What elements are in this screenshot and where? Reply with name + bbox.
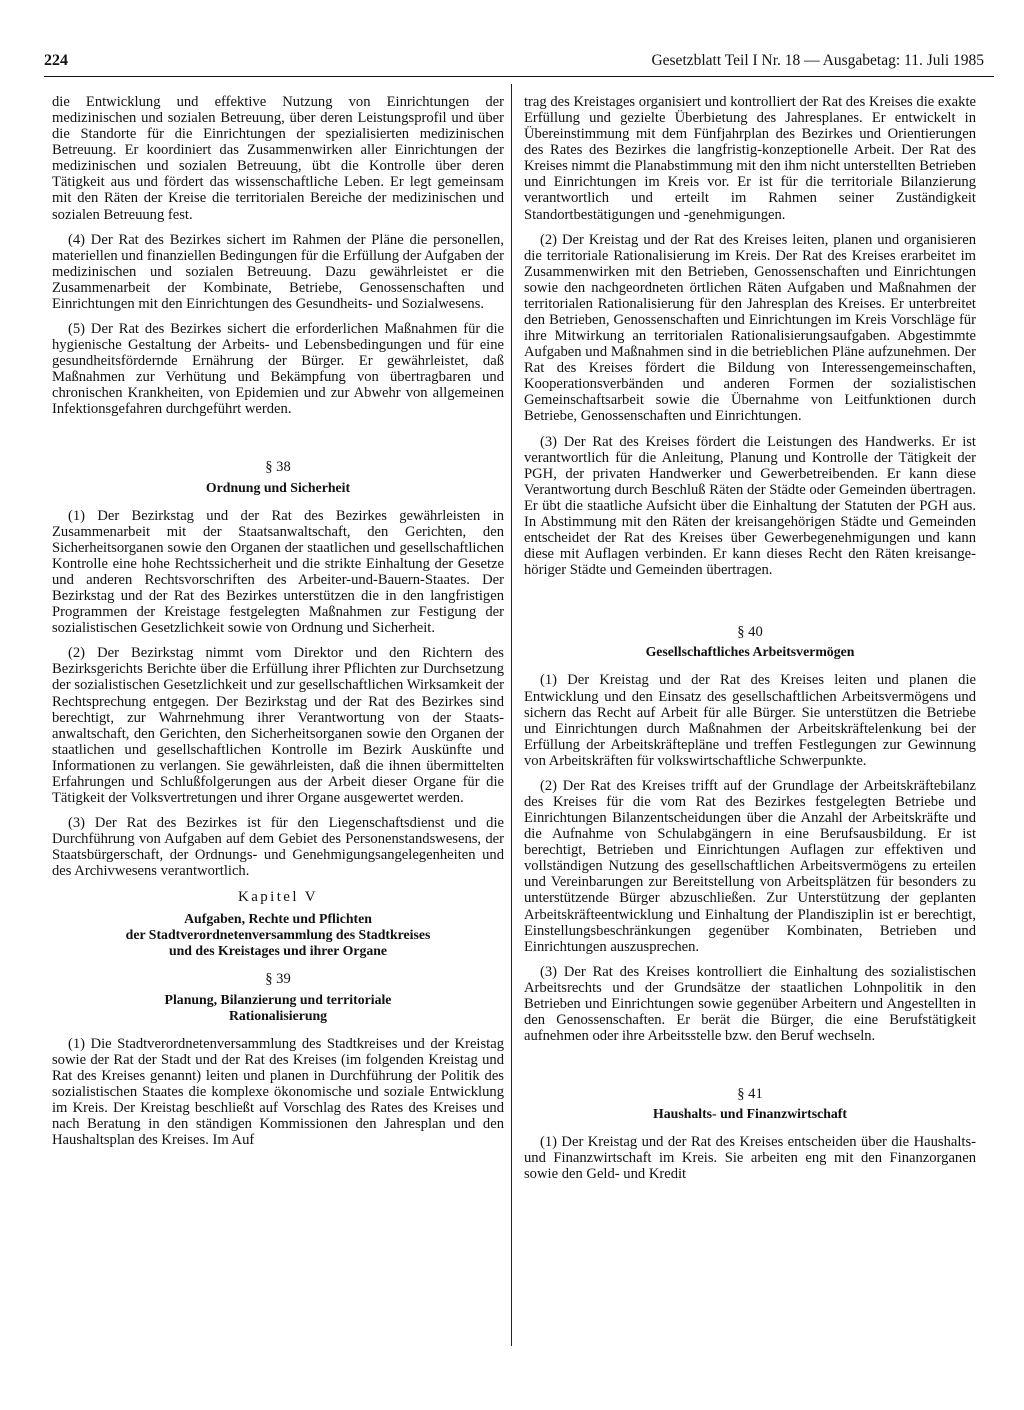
section-number: § 38 — [265, 459, 291, 476]
paragraph: die Entwicklung und effektive Nutzung von Einrichtungen der medizinischen und sozialen Betreuung, über deren Leistungsprofil und über die Standorte für die Einrichtungen der spezialisierten medizinischen Betreuung. Er koordiniert das Zusammenwirken aller Einrichtungen der medizinischen und sozialen Betreuung, übt die Kontrolle über deren Tätigkeit aus und fördert das wissenschaftliche Leben. Er legt gemeinsam mit den Räten der Kreise die territorialen Bereiche der medizinischen und sozialen Betreuung fest. — [52, 94, 504, 223]
section-title: Ordnung und Sicherheit — [205, 479, 351, 495]
paragraph: (1) Der Bezirkstag und der Rat des Bezirkes gewährleisten in Zusammenarbeit mit der Staatsanwaltschaft, den Gerichten, den Sicherheitsorganen sowie den Organen der staatlichen und gesellschaftlichen Kontrolle eine hohe Rechtssicherheit und die strikte Einhaltung der Gesetze und anderen Rechtsvorschriften des Arbeiter-und-Bauern-Staates. Der Bezirkstag und der Rat des Bezirkes unterstützen die in den langfristigen Programmen der Kreistage festgelegten Maßnahmen zur Festigung der sozialistischen Gesetzlichkeit sowie von Ordnung und Sicherheit. — [52, 507, 504, 637]
section-title — [52, 992, 504, 1024]
paragraph: (5) Der Rat des Bezirkes sichert die erforderlichen Maßnahmen für die hygienische Gestaltung der Arbeits- und Lebensbedingungen und für eine gesundheitsfördernde Ernährung der Bürger. Er gewährleistet, daß Maßnahmen zur Verhütung und Bekämpfung von übertragbaren und chronischen Krankheiten, von Epidemien und zur Abwehr von allgemeinen Infektionsgefahren durchgeführt werden. — [52, 321, 504, 418]
paragraph: (2) Der Bezirkstag nimmt vom Direktor und den Richtern des Bezirksgerichts Berichte über die Erfüllung ihrer Pflichten zur Durchsetzung der sozialistischen Gesetzlichkeit und zur gesellschaftlichen Wirksamkeit der Rechtsprechung entgegen. Der Bezirkstag und der Rat des Bezirkes sind berechtigt, zur Wahrnehmung ihrer Verantwortung von der Staatsanwaltschaft, den Gerichten, den Sicherheitsorganen sowie den Organen der staatlichen und gesellschaftlichen Kontrolle im Bezirk Auskünfte und Informationen zu verlangen. Sie gewährleisten, daß die ihnen übermittelten Erfahrungen und Schlußfolgerungen aus der Arbeit dieser Organe für die Tätigkeit der Volksvertretungen und ihrer Organe ausgewertet werden. — [52, 645, 504, 806]
right-column — [524, 94, 976, 1192]
chapter-title-line: der Stadtverordnetenversammlung des Stadtkreises — [125, 927, 431, 943]
page-number: 224 — [44, 52, 68, 69]
section-number: § 41 — [737, 1086, 763, 1103]
left-column — [52, 94, 504, 1157]
paragraph: (1) Der Kreistag und der Rat des Kreises leiten und planen die Entwicklung und den Einsatz des gesellschaftlichen Arbeitsvermögens und sichern das Recht auf Arbeit für alle Bürger. Sie unterstützen die Betriebe und Einrichtungen durch Maßnahmen der Arbeitskräftelenkung bei der Erfüllung der Arbeitskräftepläne und treffen Festlegungen zur Gewinnung von Arbeitskräften für volkswirtschaftliche Schwerpunkte. — [524, 672, 976, 769]
section-title-line: Rationalisierung — [228, 1007, 328, 1023]
chapter-label: Kapitel V — [237, 889, 319, 906]
chapter-title — [52, 911, 504, 959]
paragraph: (1) Der Kreistag und der Rat des Kreises entscheiden über die Haushalts- und Finanzwirtschaft im Kreis. Sie arbeiten eng mit den Finanzorganen sowie den Geld- und Kredit — [524, 1134, 976, 1183]
section-number: § 39 — [265, 971, 291, 988]
paragraph: (2) Der Rat des Kreises trifft auf der Grundlage der Arbeitskräftebilanz des Kreises für die vom Rat des Bezirkes festgelegten Betriebe und Einrichtungen Bilanzentscheidungen über die Anzahl der Arbeitskräfte und die Aufnahme von Schulabgängern in eine Berufsausbildung. Er ist berechtigt, Betrieben und Einrichtungen Auflagen zur effektiven und vollständigen Nutzung des gesellschaftlichen Arbeitsvermögens zu erteilen und Vereinbarungen zur Bereitstellung von Arbeitsplätzen für besonders zu unterstützende Bürger abzuschließen. Zur Unterstützung der geplanten Arbeitskräfteentwicklung und Einhaltung der Plandisziplin ist er berechtigt, Einstellungsbeschränkungen gegenüber Kombinaten, Betrieben und Einrichtungen auszusprechen. — [524, 777, 976, 955]
running-title: Gesetzblatt Teil I Nr. 18 — Ausgabetag: 11. Juli 1985 — [651, 52, 984, 69]
section-title: Gesellschaftliches Arbeitsvermögen — [645, 644, 855, 660]
section-number: § 40 — [737, 624, 763, 641]
chapter-title-line: und des Kreistages und ihrer Organe — [168, 943, 388, 959]
section-title-line: Planung, Bilanzierung und territoriale — [164, 991, 392, 1007]
paragraph: (1) Die Stadtverordnetenversammlung des Stadtkreises und der Kreistag sowie der Rat der Stadt und der Rat des Kreises (im folgenden Kreistag und Rat des Kreises genannt) leiten und planen in Durchführung der Politik des sozialistischen Staates die komplexe ökonomische und soziale Entwicklung im Kreis. Der Kreistag beschließt auf Vorschlag des Rates des Kreises und nach Beratung in den ständigen Kommissionen den Jahresplan und den Haushaltsplan des Kreises. Im Auf — [52, 1035, 504, 1149]
paragraph: (3) Der Rat des Bezirkes ist für den Liegenschaftsdienst und die Durchführung von Aufgaben auf dem Gebiet des Personenstandswesens, der Staatsbürgerschaft, der Ordnungs- und Genehmigungsangelegenheiten und des Archivwesens verantwortlich. — [52, 815, 504, 880]
paragraph: (3) Der Rat des Kreises kontrolliert die Einhaltung des sozialistischen Arbeitsrechts und der Grundsätze der staatlichen Lohnpolitik in den Betrieben und Einrichtungen sowie gegenüber Arbeitern und Angestellten in den Genossenschaften. Er berät die Bürger, die eine Berufstätigkeit aufnehmen oder ihre Arbeitsstelle bzw. den Beruf wechseln. — [524, 963, 976, 1045]
paragraph: (3) Der Rat des Kreises fördert die Leistungen des Handwerks. Er ist verantwortlich für die Anleitung, Planung und Kontrolle der Tätigkeit der PGH, der privaten Handwerker und Gewerbetreibenden. Er kann diese Verantwortung durch Beschluß Räten der Städte oder Gemeinden übertragen. Er übt die staatliche Aufsicht über die Einhaltung der Statuten der PGH aus. In Abstimmung mit den Räten der kreisangehörigen Städte und Gemeinden entscheidet der Rat des Kreises über Gewerbegenehmigungen und kann diese mit Auflagen verbinden. Er kann dieses Recht den Räten kreisangehöriger Städte und Gemeinden übertragen. — [524, 433, 976, 579]
column-divider — [511, 84, 512, 1346]
chapter-title-line: Aufgaben, Rechte und Pflichten — [184, 911, 372, 927]
paragraph: trag des Kreistages organisiert und kontrolliert der Rat des Kreises die exakte Erfüllung und gezielte Überbietung des Jahresplanes. Er entwickelt in Übereinstimmung mit dem Fünfjahrplan des Bezirkes und Orientierungen des Rates des Bezirkes die langfristig-konzeptionelle Arbeit. Der Rat des Kreises nimmt die Planabstimmung mit den ihm nicht unterstellten Betrieben und Einrichtungen im Kreis vor. Er ist für die territoriale Bilanzierung verantwortlich und erteilt im Rahmen seiner Zuständigkeit Standortbestätigungen und -genehmigungen. — [524, 94, 976, 223]
paragraph: (4) Der Rat des Bezirkes sichert im Rahmen der Pläne die personellen, materiellen und finanziellen Bedingungen für die Erfüllung der Aufgaben der medizinischen und sozialen Betreuung. Dazu gewährleistet er die Zusammenarbeit der Kombinate, Betriebe, Genossenschaften und Einrichtungen mit den Einrichtungen des Gesundheits- und Sozialwesens. — [52, 231, 504, 312]
paragraph: (2) Der Kreistag und der Rat des Kreises leiten, planen und organisieren die territoriale Rationalisierung im Kreis. Der Rat des Kreises erarbeitet im Zusammenwirken mit den Betrieben, Genossenschaften und Einrichtungen sowie den nachgeordneten örtlichen Räten Aufgaben und Maßnahmen der territorialen Rationalisierung für den Jahresplan des Kreises. Er unterbreitet den Betrieben, Genossenschaften und Einrichtungen im Kreis Vorschläge für ihre Mitwirkung an territorialen Rationalisierungsaufgaben. Abgestimmte Aufgaben und Maßnahmen sind in die betrieblichen Pläne aufzunehmen. Der Rat des Kreises fördert die Bildung von Interessengemeinschaften, Kooperationsverbänden und anderen Formen der sozialistischen Gemeinschaftsarbeit sowie die Übernahme von Leitfunktionen durch Betriebe, Genossenschaften und Einrichtungen. — [524, 231, 976, 425]
page-header — [44, 52, 994, 77]
section-title: Haushalts- und Finanzwirtschaft — [653, 1106, 847, 1122]
